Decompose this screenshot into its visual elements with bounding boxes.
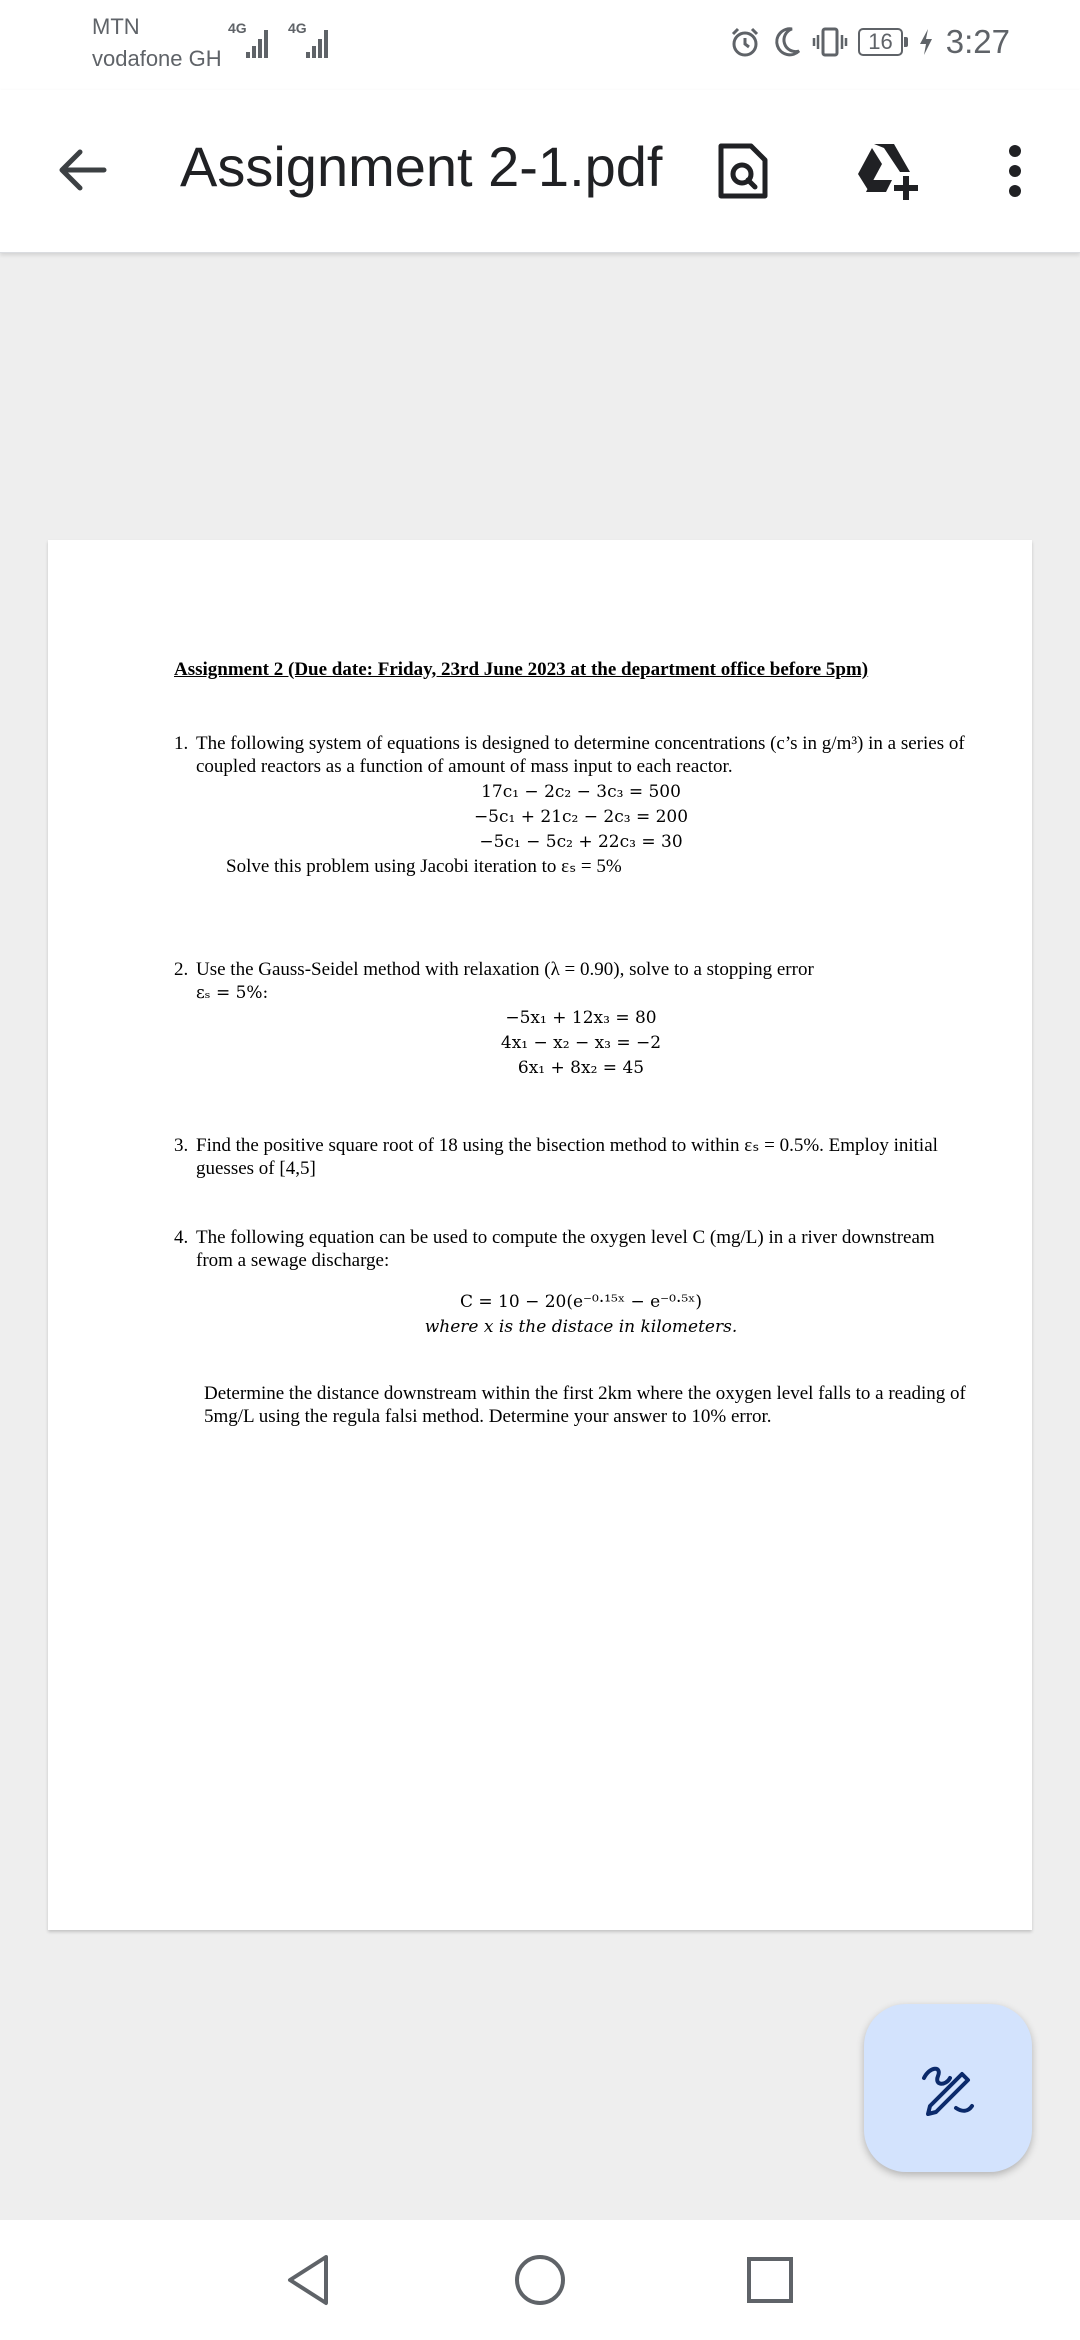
network-type-2: 4G <box>288 20 307 36</box>
equation: 17c₁ − 2c₂ − 3c₃ = 500 <box>481 782 681 802</box>
question-number: 1. <box>174 733 189 754</box>
search-in-document-button[interactable] <box>708 136 778 206</box>
carrier-name-1: MTN <box>92 14 140 39</box>
nav-recents-button[interactable] <box>740 2250 800 2310</box>
back-arrow-icon <box>52 138 116 202</box>
stopping-error: εₛ = 5%: <box>196 983 269 1003</box>
carrier-name-2: vodafone GH <box>92 46 222 71</box>
pdf-page <box>48 540 1032 1930</box>
app-bar <box>0 90 1080 253</box>
equation: −5c₁ − 5c₂ + 22c₃ = 30 <box>479 832 683 852</box>
more-vertical-icon <box>1005 143 1025 199</box>
question-text: The following equation can be used to compute the oxygen level C (mg/L) in a river downstream from a sewage discharge: <box>196 1227 935 1271</box>
charging-bolt-icon <box>918 28 934 56</box>
battery-level: 16 <box>858 28 902 56</box>
nav-home-icon <box>513 2253 567 2307</box>
signal-bars-icon <box>306 26 332 60</box>
annotate-fab[interactable] <box>864 2004 1032 2172</box>
question-text: Find the positive square root of 18 using the bisection method to within εₛ = 0.5%. Employ initial guesses of [4,5] <box>196 1135 938 1179</box>
oxygen-equation: C = 10 − 20(e⁻⁰·¹⁵ˣ − e⁻⁰·⁵ˣ) <box>459 1292 703 1312</box>
equation: 6x₁ + 8x₂ = 45 <box>517 1058 645 1078</box>
vibrate-icon <box>812 25 848 59</box>
nav-back-icon <box>284 2253 332 2307</box>
do-not-disturb-moon-icon <box>772 25 802 59</box>
nav-recents-icon <box>745 2255 795 2305</box>
back-button[interactable] <box>52 138 116 202</box>
status-icons <box>728 22 1010 62</box>
network-type-1: 4G <box>228 20 247 36</box>
question-number: 3. <box>174 1135 189 1156</box>
equation: 4x₁ − x₂ − x₃ = −2 <box>500 1033 662 1053</box>
question-4 <box>174 1226 966 1428</box>
question-text: The following system of equations is designed to determine concentrations (c’s in g/m³) in a series of coupled reactors as a function of amount of mass input to each reactor. <box>196 733 965 777</box>
equation: −5x₁ + 12x₃ = 80 <box>505 1008 657 1028</box>
search-in-document-icon <box>715 140 771 202</box>
question-text: Use the Gauss-Seidel method with relaxation (λ = 0.90), solve to a stopping error <box>196 959 814 980</box>
add-to-drive-button[interactable] <box>852 136 922 206</box>
document-heading: Assignment 2 (Due date: Friday, 23rd June 2023 at the department office before 5pm) <box>174 659 869 680</box>
battery-indicator <box>858 28 907 56</box>
question-task: Determine the distance downstream within the first 2km where the oxygen level falls to a reading of 5mg/L using the regula falsi method. Determine your answer to 10% error. <box>204 1383 966 1427</box>
question-instruction: Solve this problem using Jacobi iteration to εₛ = 5% <box>226 856 622 877</box>
drive-add-icon <box>852 140 922 202</box>
clock: 3:27 <box>945 23 1010 60</box>
system-nav-bar <box>0 2220 1080 2340</box>
status-bar <box>0 0 1080 90</box>
alarm-icon <box>728 25 762 59</box>
question-number: 2. <box>174 959 189 980</box>
signal-bars-icon <box>246 26 272 60</box>
nav-back-button[interactable] <box>278 2250 338 2310</box>
nav-home-button[interactable] <box>510 2250 570 2310</box>
question-1 <box>174 732 966 878</box>
annotate-pen-icon <box>916 2056 980 2120</box>
equation-where-clause: where x is the distace in kilometers. <box>424 1317 738 1337</box>
question-3 <box>174 1134 966 1180</box>
document-title: Assignment 2-1.pdf <box>180 135 663 198</box>
more-options-button[interactable] <box>980 136 1050 206</box>
question-number: 4. <box>174 1227 189 1248</box>
question-2 <box>174 958 966 1081</box>
equation: −5c₁ + 21c₂ − 2c₃ = 200 <box>473 807 689 827</box>
